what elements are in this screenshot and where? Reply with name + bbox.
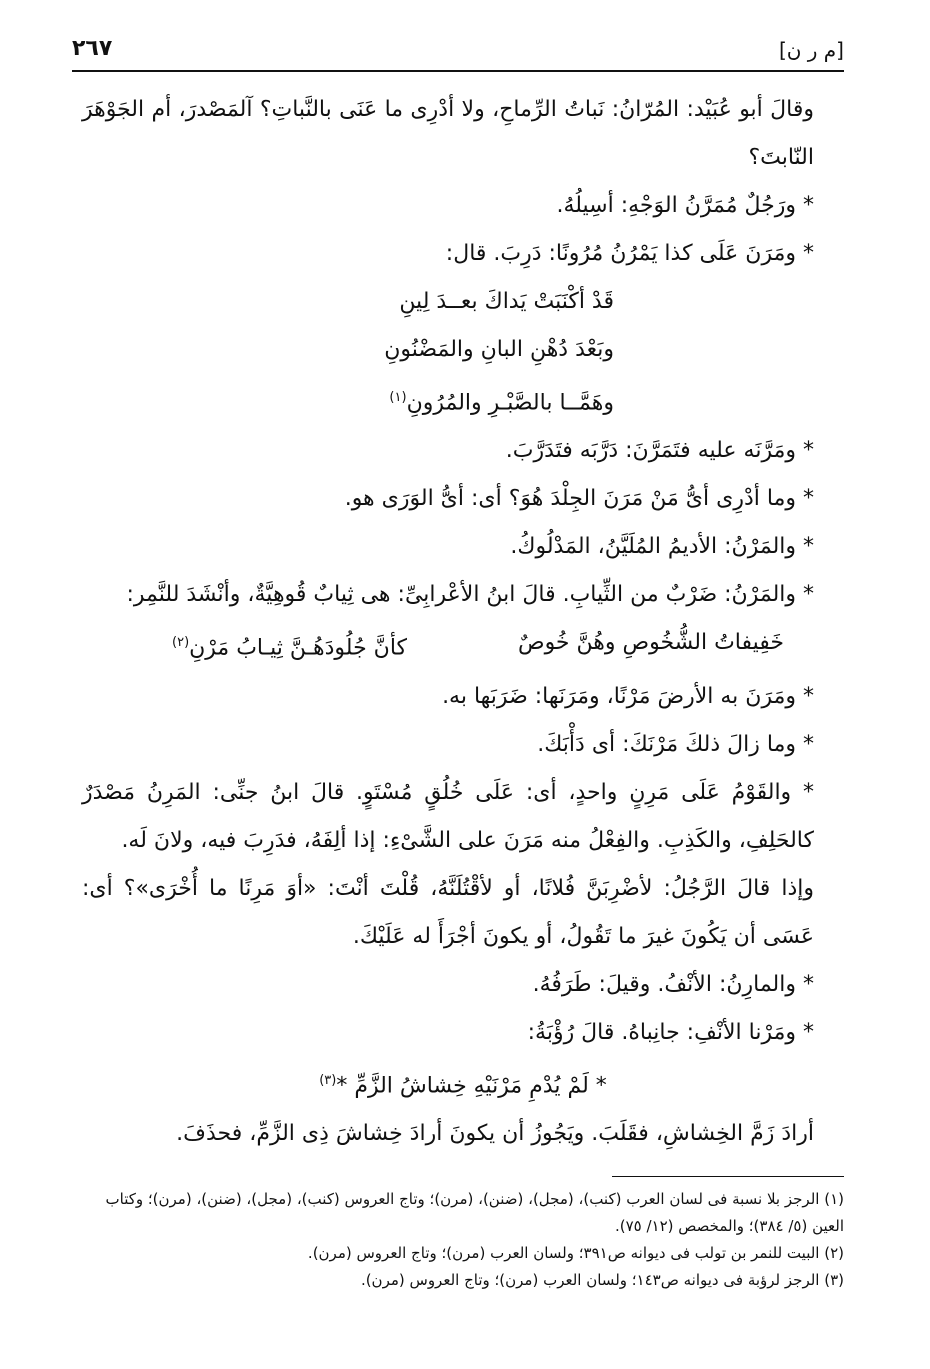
verse-line: قَدْ أكْنَبَتْ يَداكَ بعــدَ لِينِ <box>399 289 614 314</box>
paragraph: * والمارِنُ: الأنْفُ. وقيلَ: طَرَفُهُ. <box>532 971 814 997</box>
footnote: (٢) البيت للنمر بن تولب فى ديوانه ص٣٩١؛ ولسان العرب (مرن)؛ وتاج العروس (مرن). <box>307 1244 844 1262</box>
paragraph: أرادَ زَمَّ الخِشاشِ، فقَلَبَ. ويَجُوزُ أن يكونَ أرادَ خِشاشَ ذِى الزَّمِّ، فحذَفَ. <box>176 1120 814 1146</box>
footnote-separator <box>612 1176 844 1177</box>
footnote: (٣) الرجز لرؤبة فى ديوانه ص١٤٣؛ ولسان العرب (مرن)؛ وتاج العروس (مرن). <box>360 1271 844 1289</box>
paragraph: * وما زالَ ذلكَ مَرْنَكَ: أى دَأْبَكَ. <box>537 731 814 757</box>
paragraph: * ومَرْنا الأنْفِ: جانِباهُ. قالَ رُؤْبَةُ: <box>527 1019 814 1045</box>
page-header <box>72 34 844 72</box>
verse-line: وبَعْدَ دُهْنِ البانِ والمَضْنُونِ <box>384 337 614 362</box>
paragraph: * والمَرْنُ: الأديمُ المُلَيَّنُ، المَدْلُوكُ. <box>510 534 814 560</box>
root-heading: [م ر ن] <box>778 38 844 62</box>
paragraph: * والمَرْنُ: ضَرْبٌ من الثِّيابِ. قالَ ابنُ الأعْرابِىِّ: هى ثِيابٌ قُوهِيَّةٌ، وأنْشَدَ للنَّمِر: <box>126 582 814 608</box>
paragraph: * ومَرَنَ به الأرضَ مَرْنًا، ومَرَنَها: ضَرَبَها به. <box>442 683 814 709</box>
footnotes <box>82 1186 844 1294</box>
verse-line: * لَمْ يُدْمِ مَرْنَيْهِ خِشاشُ الزَّمِّ *$^{(٣)}$ <box>319 1072 607 1098</box>
paragraph: * ومَرَنَ عَلَى كذا يَمْرُنُ مُرُونًا: دَرِبَ. قال: <box>445 241 814 266</box>
poem-hemistich-left: كأنَّ جُلُودَهُـنَّ ثِيـابُ مَرْنِ$^{(٢)}$ <box>172 635 407 661</box>
footnote-marker: (٣) <box>319 1072 337 1088</box>
poem-line <box>82 619 844 672</box>
verse-line: وهَمَّــا بالصَّبْـرِ والمُرُونِ$^{(١)}$ <box>389 390 614 416</box>
paragraph: وقالَ أبو عُبَيْد: المُرّانُ: نَباتُ الرِّماحِ، ولا أدْرِى ما عَنَى بالنَّباتِ؟ آلمَصْدرَ، أم الجَوْهَرَ النّابتَ؟ <box>82 97 814 170</box>
footnote: (١) الرجز بلا نسبة فى لسان العرب (كنب)، (مجل)، (ضنن)، (مرن)؛ وتاج العروس (كنب)، (مجل)، (ضنن)، (مرن)؛ وكتاب العين (٥/ ٣٨٤)؛ والمخصص (١٢/ ٧٥). <box>105 1190 844 1235</box>
footnote-marker: (١) <box>389 390 407 405</box>
entry-body <box>82 86 844 1158</box>
paragraph: * والقَوْمُ عَلَى مَرِنٍ واحدٍ، أى: عَلَى خُلُقٍ مُسْتَوٍ. قالَ ابنُ جنِّى: المَرِنُ مَصْدَرٌ كالحَلِفِ، والكَذِبِ. والفِعْلُ منه مَرَنَ على الشَّىْءِ: إذا ألِفَهُ، فدَرِبَ فيه، ولانَ لَه. <box>82 779 814 853</box>
page-number: ٢٦٧ <box>72 36 113 61</box>
paragraph: وإذا قالَ الرَّجُلُ: لأضْرِبَنَّ فُلانًا، أو لأقْتُلَنَّهُ، قُلْتَ أنْتَ: «أوَ مَرِنًا ما أُخْرَى»؟ أى: عَسَى أن يَكُونَ غيرَ ما تَقُولُ، أو يكونَ أجْرَأَ له عَلَيْكَ. <box>82 875 814 949</box>
footnote-marker: (٢) <box>172 635 190 651</box>
poem-hemistich-right: خَفِيفاتُ الشُّخُوصِ وهُنَّ خُوصٌ <box>517 630 784 656</box>
paragraph: * ومَرَّنَه عليه فتَمَرَّنَ: دَرَّبَه فتَدَرَّبَ. <box>505 438 814 464</box>
paragraph: * ورَجُلٌ مُمَرَّنُ الوَجْهِ: أسِيلُهُ. <box>556 193 814 218</box>
paragraph: * وما أدْرِى أىُّ مَنْ مَرَنَ الجِلْدَ هُوَ؟ أى: أىُّ الوَرَى هو. <box>344 486 814 512</box>
